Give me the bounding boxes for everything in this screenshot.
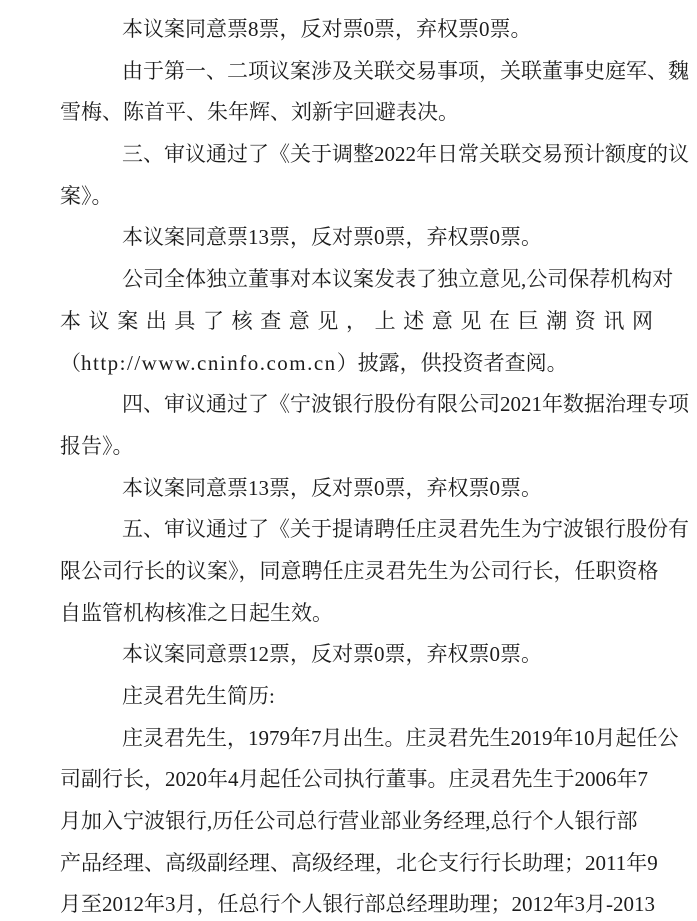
- recusal-note-line-2: 雪梅、陈首平、朱年辉、刘新宇回避表决。: [60, 100, 459, 125]
- item4-title-line-2: 报告》。: [60, 433, 134, 458]
- cninfo-url: http://www.cninfo.com.cn: [81, 350, 337, 375]
- vote-result-item4: 本议案同意票13票，反对票0票，弃权票0票。: [122, 475, 542, 500]
- item4-title-line-1: 四、审议通过了《宁波银行股份有限公司2021年数据治理专项: [122, 392, 689, 417]
- resume-line-5: 月至2012年3月，任总行个人银行部总经理助理；2012年3月-2013: [60, 892, 655, 917]
- url-open-paren: （: [60, 350, 81, 375]
- item5-title-line-2: 限公司行长的议案》，同意聘任庄灵君先生为公司行长，任职资格: [60, 558, 659, 583]
- url-line-rest: 披露，供投资者查阅。: [357, 350, 568, 375]
- cninfo-url-line: [60, 343, 666, 385]
- item3-title-line-2: 案》。: [60, 183, 113, 208]
- item5-title-line-3: 自监管机构核准之日起生效。: [60, 600, 333, 625]
- independent-opinion-line-2: 本议案出具了核查意见，上述意见在巨潮资讯网: [60, 308, 661, 333]
- resume-line-4: 产品经理、高级副经理、高级经理，北仑支行行长助理；2011年9: [60, 850, 658, 875]
- resume-line-1: 庄灵君先生，1979年7月出生。庄灵君先生2019年10月起任公: [122, 725, 679, 750]
- vote-result-item3: 本议案同意票13票，反对票0票，弃权票0票。: [122, 225, 542, 250]
- resume-heading: 庄灵君先生简历:: [122, 684, 275, 708]
- resume-line-3: 月加入宁波银行,历任公司总行营业部业务经理,总行个人银行部: [60, 809, 638, 834]
- vote-result-item2: 本议案同意票8票，反对票0票，弃权票0票。: [122, 17, 532, 41]
- item5-title-line-1: 五、审议通过了《关于提请聘任庄灵君先生为宁波银行股份有: [122, 517, 689, 542]
- resume-line-2: 司副行长，2020年4月起任公司执行董事。庄灵君先生于2006年7: [60, 767, 648, 792]
- independent-opinion-line-1: 公司全体独立董事对本议案发表了独立意见,公司保荐机构对: [122, 267, 674, 292]
- url-close-paren: ）: [336, 350, 358, 375]
- item3-title-line-1: 三、审议通过了《关于调整2022年日常关联交易预计额度的议: [122, 142, 689, 167]
- document-text-block: [60, 9, 689, 921]
- recusal-note-line-1: 由于第一、二项议案涉及关联交易事项，关联董事史庭军、魏: [122, 58, 689, 83]
- vote-result-item5: 本议案同意票12票，反对票0票，弃权票0票。: [122, 642, 542, 667]
